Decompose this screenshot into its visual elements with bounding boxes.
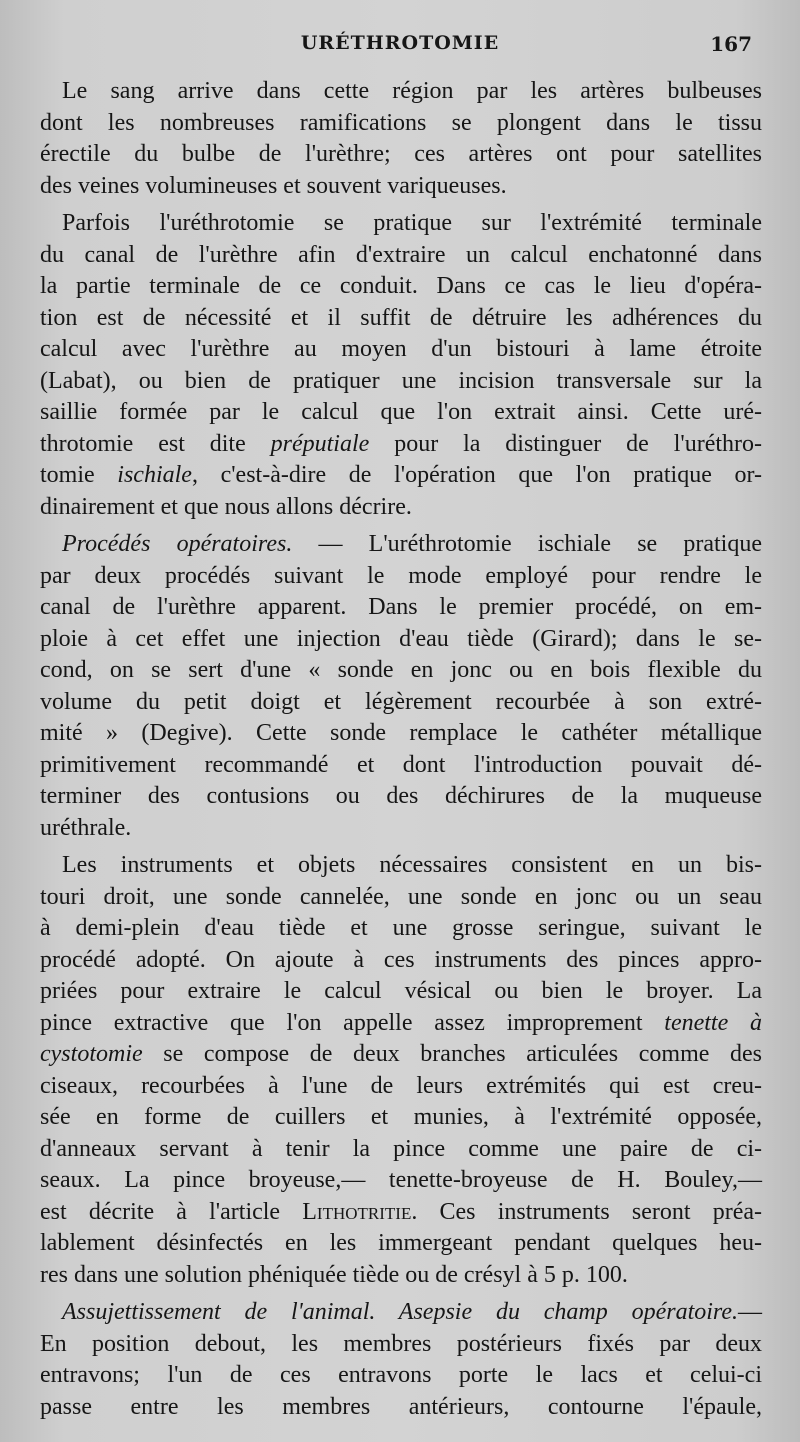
text-line: (Labat), ou bien de pratiquer une incision transversale sur la bbox=[40, 367, 762, 394]
section-heading: Procédés opératoires. bbox=[62, 531, 293, 557]
paragraph-4 bbox=[40, 850, 762, 1291]
italic-term: tenette à bbox=[664, 1009, 762, 1036]
text-line: sée en forme de cuillers et munies, à l'extrémité opposée, bbox=[40, 1104, 762, 1130]
text-run: throtomie est dite bbox=[40, 430, 271, 457]
italic-term: ischiale bbox=[117, 462, 192, 488]
text-line: priées pour extraire le calcul vésical ou bien le broyer. La bbox=[40, 978, 762, 1004]
text-line: Parfois l'uréthrotomie se pratique sur l'extrémité terminale bbox=[62, 210, 762, 236]
text-line: dont les nombreuses ramifications se plongent dans le tissu bbox=[40, 109, 762, 136]
text-line bbox=[40, 429, 762, 461]
text-line: d'anneaux servant à tenir la pince comme une paire de ci- bbox=[40, 1135, 762, 1162]
text-line: la partie terminale de ce conduit. Dans ce cas le lieu d'opéra- bbox=[40, 273, 762, 299]
text-line: tion est de nécessité et il suffit de détruire les adhérences du bbox=[40, 304, 762, 331]
text-line: touri droit, une sonde cannelée, une sonde en jonc ou un seau bbox=[40, 883, 762, 910]
section-heading: Assujettissement de l'animal. Asepsie du champ opératoire. bbox=[62, 1299, 738, 1325]
text-line: canal de l'urèthre apparent. Dans le premier procédé, on em- bbox=[40, 594, 762, 620]
small-caps-term: Lithotritie bbox=[302, 1198, 412, 1225]
text-line: primitivement recommandé et dont l'introduction pouvait dé- bbox=[40, 751, 762, 778]
text-line: à demi-plein d'eau tiède et une grosse seringue, suivant le bbox=[40, 915, 762, 941]
text-line: passe entre les membres antérieurs, contourne l'épaule, bbox=[40, 1393, 762, 1420]
italic-term: préputiale bbox=[270, 430, 370, 457]
text-line: terminer des contusions ou des déchirures de la muqueuse bbox=[40, 783, 762, 809]
page-number: 167 bbox=[710, 32, 752, 56]
text-line bbox=[40, 1297, 762, 1329]
text-run: est décrite à l'article bbox=[40, 1198, 303, 1225]
text-line: res dans une solution phéniquée tiède ou de crésyl à 5 p. 100. bbox=[40, 1261, 628, 1288]
text-line: érectile du bulbe de l'urèthre; ces artères ont pour satellites bbox=[40, 141, 762, 167]
text-run: se compose de deux branches articulées comme des bbox=[142, 1041, 762, 1067]
text-run: — L'uréthrotomie ischiale se pratique bbox=[292, 531, 762, 557]
text-run: pour la distinguer de l'uréthro- bbox=[369, 430, 762, 457]
text-run: tomie bbox=[40, 462, 118, 488]
body-text bbox=[40, 76, 762, 1429]
text-line bbox=[40, 1008, 762, 1040]
text-line: ploie à cet effet une injection d'eau tiède (Girard); dans le se- bbox=[40, 625, 762, 652]
text-line: des veines volumineuses et souvent variqueuses. bbox=[40, 172, 507, 199]
text-line: dinairement et que nous allons décrire. bbox=[40, 493, 412, 520]
text-line: saillie formée par le calcul que l'on extrait ainsi. Cette uré- bbox=[40, 399, 762, 425]
text-line bbox=[40, 1039, 762, 1071]
text-line: du canal de l'urèthre afin d'extraire un calcul enchatonné dans bbox=[40, 241, 762, 268]
italic-term: cystotomie bbox=[40, 1041, 143, 1067]
text-run: , c'est-à-dire de l'opération que l'on pratique or- bbox=[191, 462, 762, 488]
text-line: lablement désinfectés en les immergeant pendant quelques heu- bbox=[40, 1230, 762, 1256]
paragraph-5 bbox=[40, 1297, 762, 1423]
text-line: entravons; l'un de ces entravons porte le lacs et celui-ci bbox=[40, 1362, 762, 1388]
text-line bbox=[40, 529, 762, 561]
text-run: pince extractive que l'on appelle assez improprement bbox=[40, 1009, 665, 1036]
text-line: Le sang arrive dans cette région par les artères bulbeuses bbox=[62, 78, 762, 104]
text-run: . Ces instruments seront préa- bbox=[411, 1198, 762, 1225]
paragraph-2 bbox=[40, 208, 762, 523]
text-line: volume du petit doigt et légèrement recourbée à son extré- bbox=[40, 688, 762, 715]
text-line: Les instruments et objets nécessaires consistent en un bis- bbox=[62, 852, 762, 878]
text-line: procédé adopté. On ajoute à ces instruments des pinces appro- bbox=[40, 946, 762, 973]
text-line: cond, on se sert d'une « sonde en jonc ou en bois flexible du bbox=[40, 657, 762, 683]
paragraph-3 bbox=[40, 529, 762, 844]
running-head-title: URÉTHROTOMIE bbox=[300, 32, 500, 54]
text-line: seaux. La pince broyeuse,— tenette-broyeuse de H. Bouley,— bbox=[40, 1167, 762, 1193]
text-line: ciseaux, recourbées à l'une de leurs extrémités qui est creu- bbox=[40, 1072, 762, 1099]
text-line: par deux procédés suivant le mode employé pour rendre le bbox=[40, 562, 762, 589]
text-line: En position debout, les membres postérieurs fixés par deux bbox=[40, 1330, 762, 1357]
text-line bbox=[40, 460, 762, 492]
text-line: calcul avec l'urèthre au moyen d'un bistouri à lame étroite bbox=[40, 336, 762, 362]
paragraph-1 bbox=[40, 76, 762, 202]
text-run: — bbox=[738, 1299, 762, 1325]
text-line: uréthrale. bbox=[40, 814, 132, 841]
running-head bbox=[40, 30, 760, 66]
text-line bbox=[40, 1197, 762, 1229]
text-line: mité » (Degive). Cette sonde remplace le cathéter métallique bbox=[40, 720, 762, 746]
